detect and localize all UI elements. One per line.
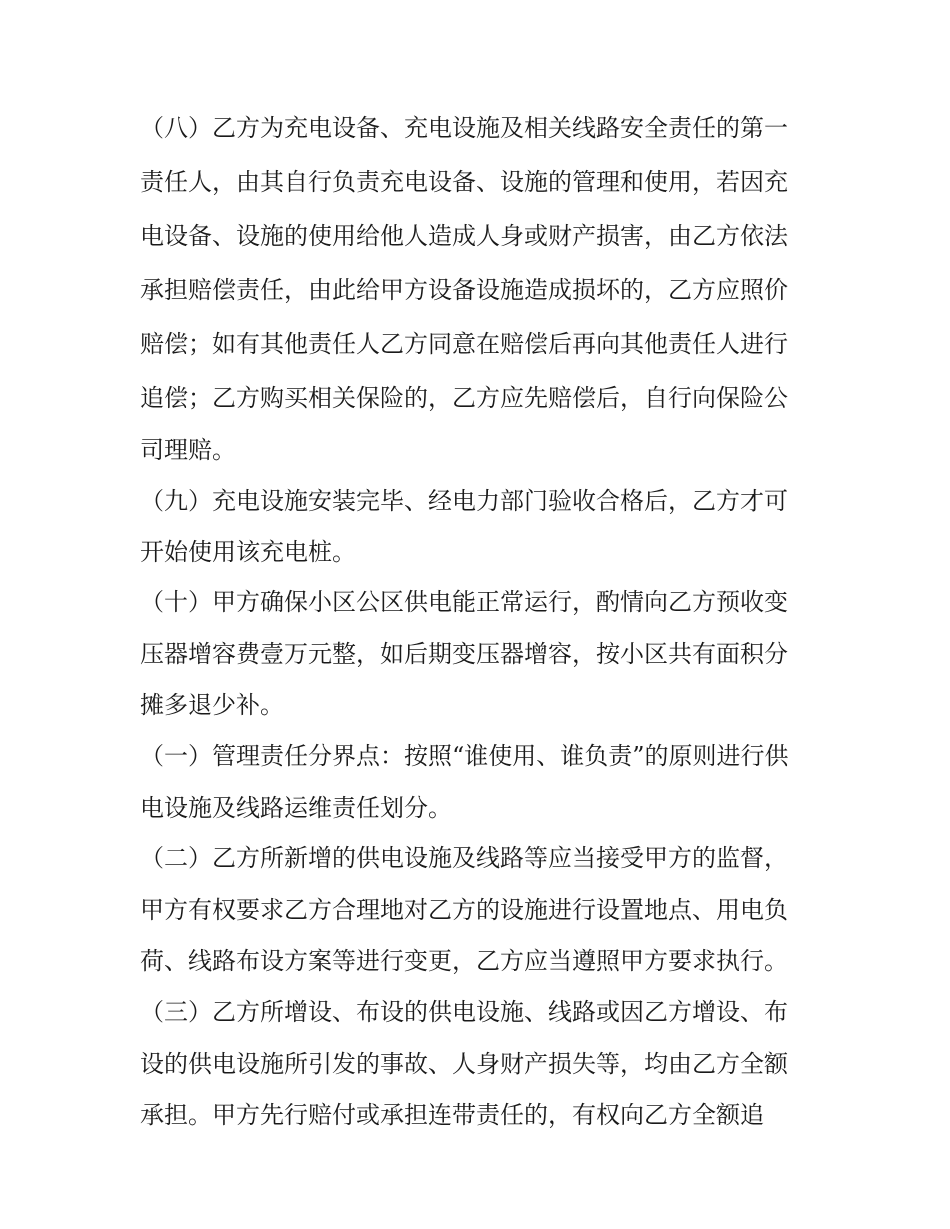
text-line: 甲方有权要求乙方合理地对乙方的设施进行设置地点、用电负: [140, 896, 788, 924]
text-line: 电设备、设施的使用给他人造成人身或财产损害，由乙方依法: [140, 222, 788, 250]
text-line: （二）乙方所新增的供电设施及线路等应当接受甲方的监督，: [140, 844, 788, 872]
text-line: 责任人，由其自行负责充电设备、设施的管理和使用，若因充: [140, 168, 788, 196]
text-line: （八）乙方为充电设备、充电设施及相关线路安全责任的第一: [140, 114, 788, 142]
text-line: 追偿；乙方购买相关保险的，乙方应先赔偿后，自行向保险公: [140, 384, 788, 412]
text-line: 开始使用该充电桩。: [140, 538, 356, 566]
text-line: （三）乙方所增设、布设的供电设施、线路或因乙方增设、布: [140, 998, 788, 1026]
text-line: 压器增容费壹万元整，如后期变压器增容，按小区共有面积分: [140, 640, 788, 668]
text-line: （九）充电设施安装完毕、经电力部门验收合格后，乙方才可: [140, 487, 788, 515]
text-line: 设的供电设施所引发的事故、人身财产损失等，均由乙方全额: [140, 1050, 788, 1078]
text-line: 赔偿；如有其他责任人乙方同意在赔偿后再向其他责任人进行: [140, 330, 788, 358]
text-line: 电设施及线路运维责任划分。: [140, 794, 452, 822]
text-line: （十）甲方确保小区公区供电能正常运行，酌情向乙方预收变: [140, 588, 788, 616]
text-line: 承担。甲方先行赔付或承担连带责任的，有权向乙方全额追: [140, 1101, 764, 1129]
text-line: 承担赔偿责任，由此给甲方设备设施造成损坏的，乙方应照价: [140, 276, 788, 304]
text-line: 摊多退少补。: [140, 691, 284, 719]
text-line: 司理赔。: [140, 436, 236, 464]
text-line: 荷、线路布设方案等进行变更，乙方应当遵照甲方要求执行。: [140, 947, 788, 975]
text-line: （一）管理责任分界点：按照“谁使用、谁负责”的原则进行供: [140, 742, 789, 770]
